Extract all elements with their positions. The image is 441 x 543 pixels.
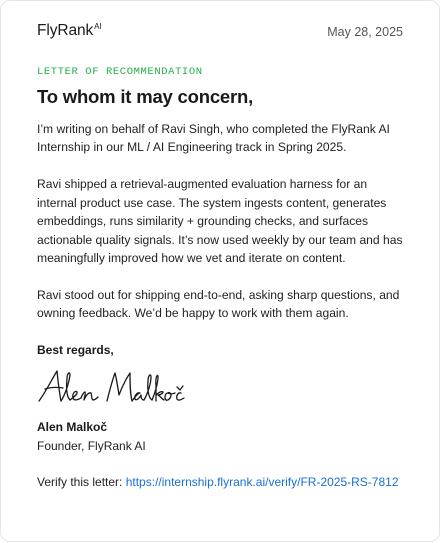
letter-title: To whom it may concern, — [37, 86, 254, 107]
letter-eyebrow: LETTER OF RECOMMENDATION — [37, 66, 203, 78]
letter-header — [37, 1, 403, 63]
signer-name: Alen Malkoč — [37, 419, 108, 434]
brand-superscript: AI — [94, 22, 102, 31]
paragraph-project: Ravi shipped a retrieval-augmented evaluation harness for an internal product use case. The system ingests content, generates embeddings, runs similarity + grounding checks, and surfaces actionable quality signals. It’s now used weekly by our team and has meaningfully improved how we vet and iterate on content. — [37, 177, 403, 265]
paragraph-closing-remarks: Ravi stood out for shipping end-to-end, asking sharp questions, and owning feedback. We’d be happy to work with them again. — [37, 287, 400, 321]
flyrank-logo — [37, 22, 102, 40]
closing-salutation: Best regards, — [37, 342, 114, 357]
letter-date: May 28, 2025 — [327, 25, 403, 39]
verify-link[interactable]: https://internship.flyrank.ai/verify/FR-2025-RS-7812 — [125, 474, 399, 489]
verify-line — [37, 475, 403, 489]
paragraph-intro: I’m writing on behalf of Ravi Singh, who completed the FlyRank AI Internship in our ML / AI Engineering track in Spring 2025. — [37, 122, 390, 155]
verify-label: Verify this letter: — [37, 474, 123, 489]
handwritten-signature — [37, 365, 403, 409]
brand-name: FlyRank — [37, 22, 94, 39]
signer-role: Founder, FlyRank AI — [37, 438, 146, 453]
signature-graphic — [37, 365, 197, 409]
